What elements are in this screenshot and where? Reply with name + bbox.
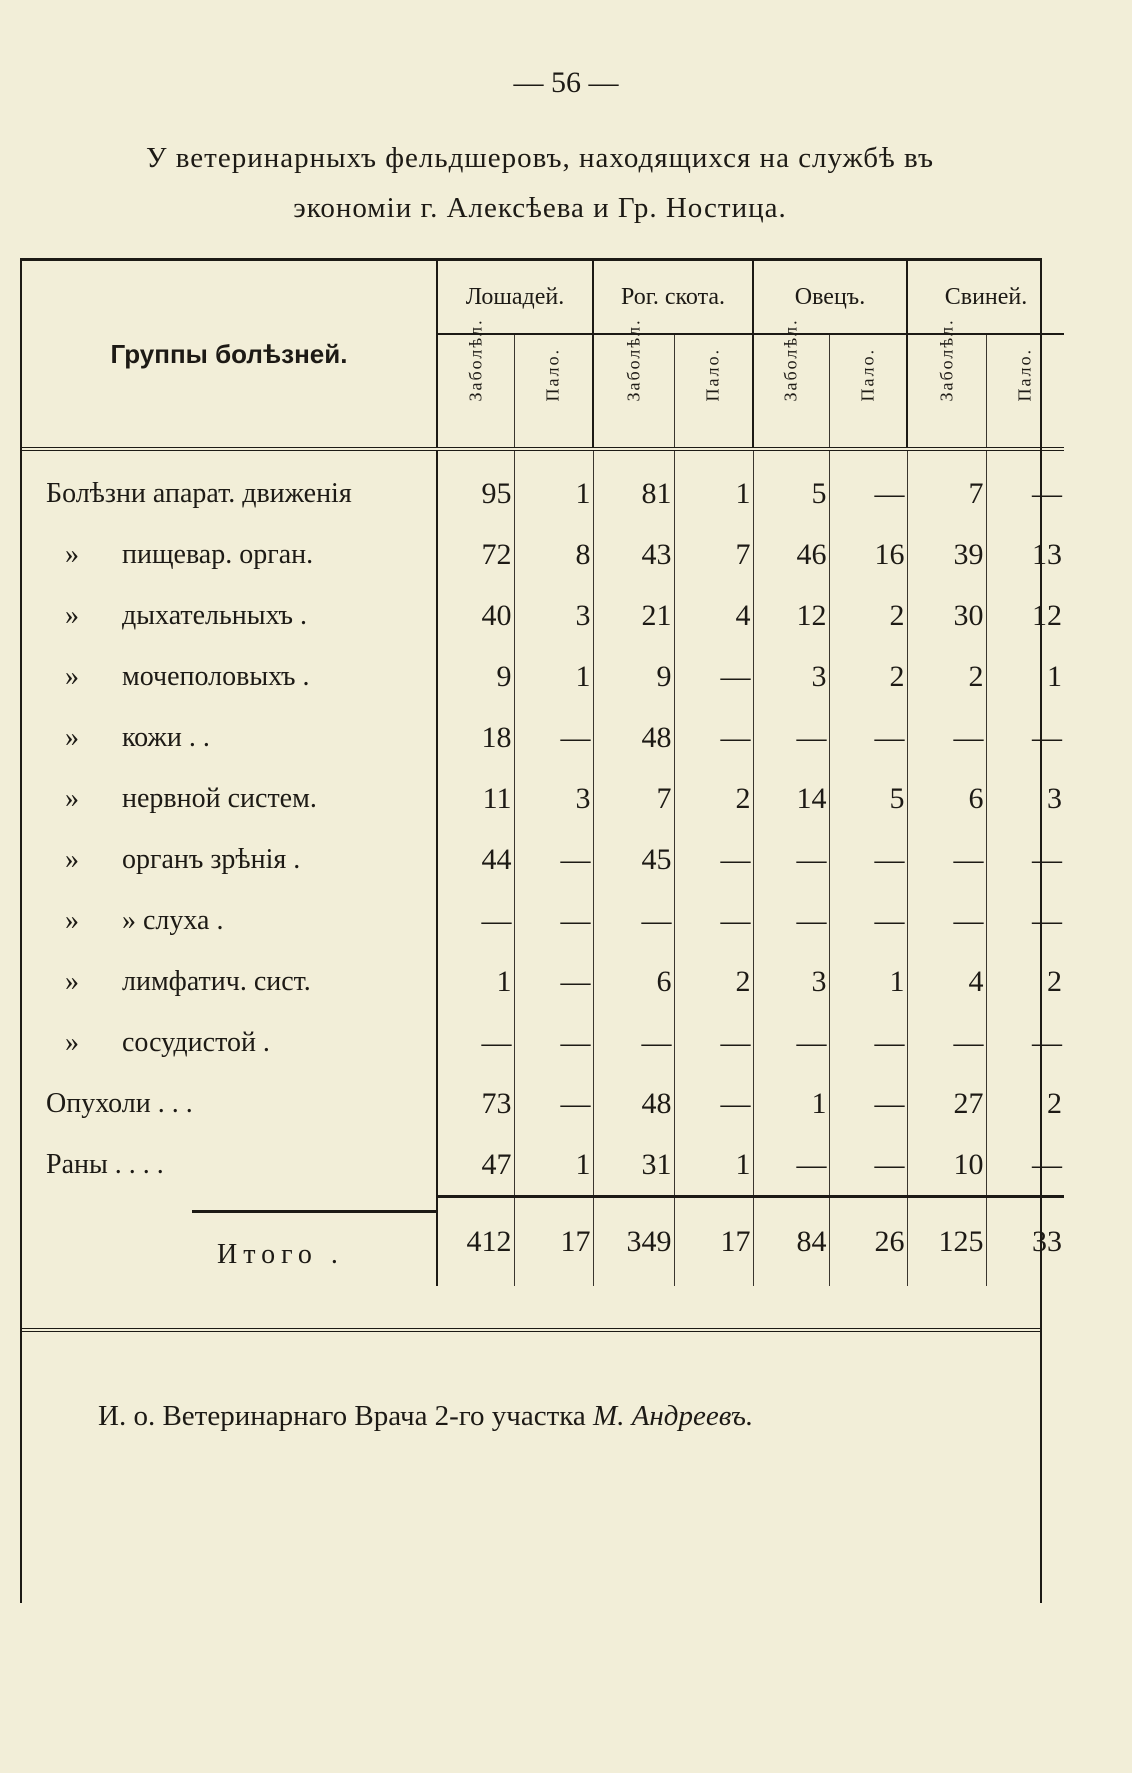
cell-value: — <box>674 890 753 951</box>
group-header: Овецъ. <box>753 261 907 334</box>
cell-value: 18 <box>437 707 514 768</box>
cell-value: — <box>986 829 1064 890</box>
cell-value: 73 <box>437 1073 514 1134</box>
cell-value: — <box>829 707 907 768</box>
subcolumn-label: Пало. <box>702 347 723 401</box>
cell-value: — <box>907 829 986 890</box>
total-value: 17 <box>674 1197 753 1287</box>
cell-value: 2 <box>907 646 986 707</box>
spacer <box>437 449 514 463</box>
cell-value: — <box>907 890 986 951</box>
table-row <box>22 524 1064 585</box>
cell-value: 21 <box>593 585 674 646</box>
title-line-2: экономіи г. Алексѣева и Гр. Ностица. <box>293 192 787 224</box>
cell-value: 44 <box>437 829 514 890</box>
total-label <box>22 1197 437 1287</box>
signature: М. Андреевъ. <box>593 1400 754 1432</box>
cell-value: 1 <box>514 463 593 524</box>
cell-value: — <box>753 707 829 768</box>
total-value: 26 <box>829 1197 907 1287</box>
cell-value: 16 <box>829 524 907 585</box>
cell-value: 3 <box>753 646 829 707</box>
group-header: Свиней. <box>907 261 1064 334</box>
subcolumn-header <box>907 317 986 449</box>
spacer <box>986 449 1064 463</box>
total-value: 412 <box>437 1197 514 1287</box>
cell-value: — <box>753 829 829 890</box>
cell-value: — <box>514 951 593 1012</box>
cell-value: 43 <box>593 524 674 585</box>
row-label-text: сосудистой . <box>122 1026 270 1058</box>
row-label-text: » слуха . <box>122 904 224 936</box>
ditto-mark: » <box>65 1026 79 1058</box>
ditto-mark: » <box>65 843 79 875</box>
cell-value: 1 <box>753 1073 829 1134</box>
spacer <box>907 449 986 463</box>
row-label <box>22 829 437 890</box>
table-bottom-rule <box>22 1328 1042 1332</box>
subcolumn-label: Пало. <box>857 347 878 401</box>
cell-value: 2 <box>829 646 907 707</box>
row-label-text: кожи . . <box>122 721 210 753</box>
ditto-mark: » <box>65 538 79 570</box>
row-label <box>22 1073 437 1134</box>
subcolumn-header <box>593 317 674 449</box>
group-header: Рог. скота. <box>593 261 753 334</box>
subcolumn-header <box>514 334 593 449</box>
subcolumn-header <box>829 334 907 449</box>
cell-value: — <box>986 463 1064 524</box>
cell-value: 7 <box>907 463 986 524</box>
cell-value: — <box>829 1073 907 1134</box>
cell-value: — <box>829 1134 907 1197</box>
page-number: — 56 — <box>513 66 619 99</box>
cell-value: 30 <box>907 585 986 646</box>
total-value: 17 <box>514 1197 593 1287</box>
cell-value: 8 <box>514 524 593 585</box>
table-row <box>22 829 1064 890</box>
cell-value: 2 <box>674 768 753 829</box>
row-label-text: Опухоли . . . <box>46 1087 193 1119</box>
cell-value: 3 <box>514 585 593 646</box>
cell-value: 2 <box>829 585 907 646</box>
cell-value: — <box>907 707 986 768</box>
table-row <box>22 890 1064 951</box>
cell-value: — <box>514 1012 593 1073</box>
cell-value: — <box>986 1134 1064 1197</box>
row-label-text: органъ зрѣнія . <box>122 843 301 875</box>
cell-value: 1 <box>514 646 593 707</box>
row-label <box>22 1134 437 1197</box>
cell-value: 12 <box>986 585 1064 646</box>
ditto-mark: » <box>65 782 79 814</box>
row-label <box>22 646 437 707</box>
cell-value: 7 <box>674 524 753 585</box>
subcolumn-header <box>437 317 514 449</box>
footer-text: И. о. Ветеринарнаго Врача 2-го участка <box>98 1400 586 1432</box>
cell-value: 39 <box>907 524 986 585</box>
cell-value: — <box>514 829 593 890</box>
cell-value: 47 <box>437 1134 514 1197</box>
cell-value: 2 <box>986 951 1064 1012</box>
subcolumn-header <box>753 317 829 449</box>
cell-value: — <box>674 1012 753 1073</box>
cell-value: 11 <box>437 768 514 829</box>
cell-value: 48 <box>593 1073 674 1134</box>
row-label-text: дыхательныхъ . <box>122 599 308 631</box>
subcolumn-label: Заболѣл. <box>780 317 801 401</box>
cell-value: — <box>674 829 753 890</box>
table-row <box>22 1012 1064 1073</box>
cell-value: 3 <box>753 951 829 1012</box>
cell-value: 1 <box>829 951 907 1012</box>
row-label <box>22 1012 437 1073</box>
cell-value: 46 <box>753 524 829 585</box>
cell-value: 4 <box>907 951 986 1012</box>
cell-value: 6 <box>907 768 986 829</box>
cell-value: 95 <box>437 463 514 524</box>
subcolumn-header <box>986 334 1064 449</box>
row-label <box>22 951 437 1012</box>
subcolumn-label: Заболѣл. <box>465 317 486 401</box>
cell-value: — <box>829 890 907 951</box>
cell-value: 5 <box>753 463 829 524</box>
cell-value: — <box>907 1012 986 1073</box>
cell-value: 13 <box>986 524 1064 585</box>
cell-value: 81 <box>593 463 674 524</box>
table-row <box>22 585 1064 646</box>
cell-value: — <box>593 890 674 951</box>
cell-value: — <box>437 1012 514 1073</box>
row-label-text: мочеполовыхъ . <box>122 660 310 692</box>
cell-value: 31 <box>593 1134 674 1197</box>
cell-value: 9 <box>593 646 674 707</box>
table-row <box>22 951 1064 1012</box>
cell-value: 40 <box>437 585 514 646</box>
signature-line <box>98 1400 753 1433</box>
cell-value: 48 <box>593 707 674 768</box>
cell-value: 3 <box>986 768 1064 829</box>
row-label <box>22 524 437 585</box>
disease-table <box>22 261 1064 1286</box>
cell-value: 7 <box>593 768 674 829</box>
cell-value: — <box>829 1012 907 1073</box>
cell-value: 2 <box>674 951 753 1012</box>
spacer <box>753 449 829 463</box>
cell-value: — <box>753 1012 829 1073</box>
subcolumn-label: Пало. <box>542 347 563 401</box>
cell-value: — <box>986 707 1064 768</box>
row-label-text: пищевар. орган. <box>122 538 314 570</box>
title-line-1: У ветеринарныхъ фельдшеровъ, находящихся на службѣ въ <box>145 142 935 174</box>
cell-value: — <box>986 890 1064 951</box>
cell-value: 10 <box>907 1134 986 1197</box>
cell-value: — <box>753 890 829 951</box>
cell-value: 5 <box>829 768 907 829</box>
row-label <box>22 768 437 829</box>
spacer <box>829 449 907 463</box>
cell-value: — <box>514 890 593 951</box>
cell-value: — <box>986 1012 1064 1073</box>
row-header: Группы болѣзней. <box>22 261 437 449</box>
cell-value: — <box>514 707 593 768</box>
cell-value: 1 <box>986 646 1064 707</box>
row-label-text: нервной систем. <box>122 782 317 814</box>
cell-value: 72 <box>437 524 514 585</box>
cell-value: 14 <box>753 768 829 829</box>
row-label-text: Болѣзни апарат. движенія <box>46 477 352 509</box>
table-row <box>22 1134 1064 1197</box>
cell-value: — <box>753 1134 829 1197</box>
cell-value: 3 <box>514 768 593 829</box>
cell-value: — <box>593 1012 674 1073</box>
cell-value: 27 <box>907 1073 986 1134</box>
cell-value: 4 <box>674 585 753 646</box>
cell-value: 12 <box>753 585 829 646</box>
total-row <box>22 1197 1064 1287</box>
group-header: Лошадей. <box>437 261 593 334</box>
spacer <box>22 449 437 463</box>
spacer <box>514 449 593 463</box>
cell-value: 45 <box>593 829 674 890</box>
ditto-mark: » <box>65 965 79 997</box>
subcolumn-label: Пало. <box>1014 347 1035 401</box>
table-row <box>22 707 1064 768</box>
row-label-text: Раны . . . . <box>46 1149 164 1181</box>
row-label <box>22 890 437 951</box>
ditto-mark: » <box>65 721 79 753</box>
cell-value: 6 <box>593 951 674 1012</box>
cell-value: 1 <box>514 1134 593 1197</box>
row-label <box>22 463 437 524</box>
total-value: 84 <box>753 1197 829 1287</box>
subcolumn-label: Заболѣл. <box>623 317 644 401</box>
table-row <box>22 646 1064 707</box>
cell-value: 2 <box>986 1073 1064 1134</box>
spacer <box>674 449 753 463</box>
cell-value: 1 <box>674 1134 753 1197</box>
ditto-mark: » <box>65 660 79 692</box>
table-row <box>22 1073 1064 1134</box>
cell-value: — <box>674 707 753 768</box>
ditto-mark: » <box>65 599 79 631</box>
cell-value: — <box>829 829 907 890</box>
ditto-mark: » <box>65 904 79 936</box>
subcolumn-label: Заболѣл. <box>936 317 957 401</box>
total-value: 125 <box>907 1197 986 1287</box>
cell-value: — <box>829 463 907 524</box>
row-label-text: лимфатич. сист. <box>122 965 311 997</box>
cell-value: — <box>674 1073 753 1134</box>
row-label <box>22 585 437 646</box>
table-row <box>22 768 1064 829</box>
cell-value: — <box>674 646 753 707</box>
row-label <box>22 707 437 768</box>
total-label-text: Итого . <box>192 1210 436 1272</box>
cell-value: — <box>514 1073 593 1134</box>
total-value: 349 <box>593 1197 674 1287</box>
cell-value: 1 <box>437 951 514 1012</box>
spacer <box>593 449 674 463</box>
cell-value: — <box>437 890 514 951</box>
cell-value: 9 <box>437 646 514 707</box>
total-value: 33 <box>986 1197 1064 1287</box>
subcolumn-header <box>674 334 753 449</box>
cell-value: 1 <box>674 463 753 524</box>
table-row <box>22 463 1064 524</box>
